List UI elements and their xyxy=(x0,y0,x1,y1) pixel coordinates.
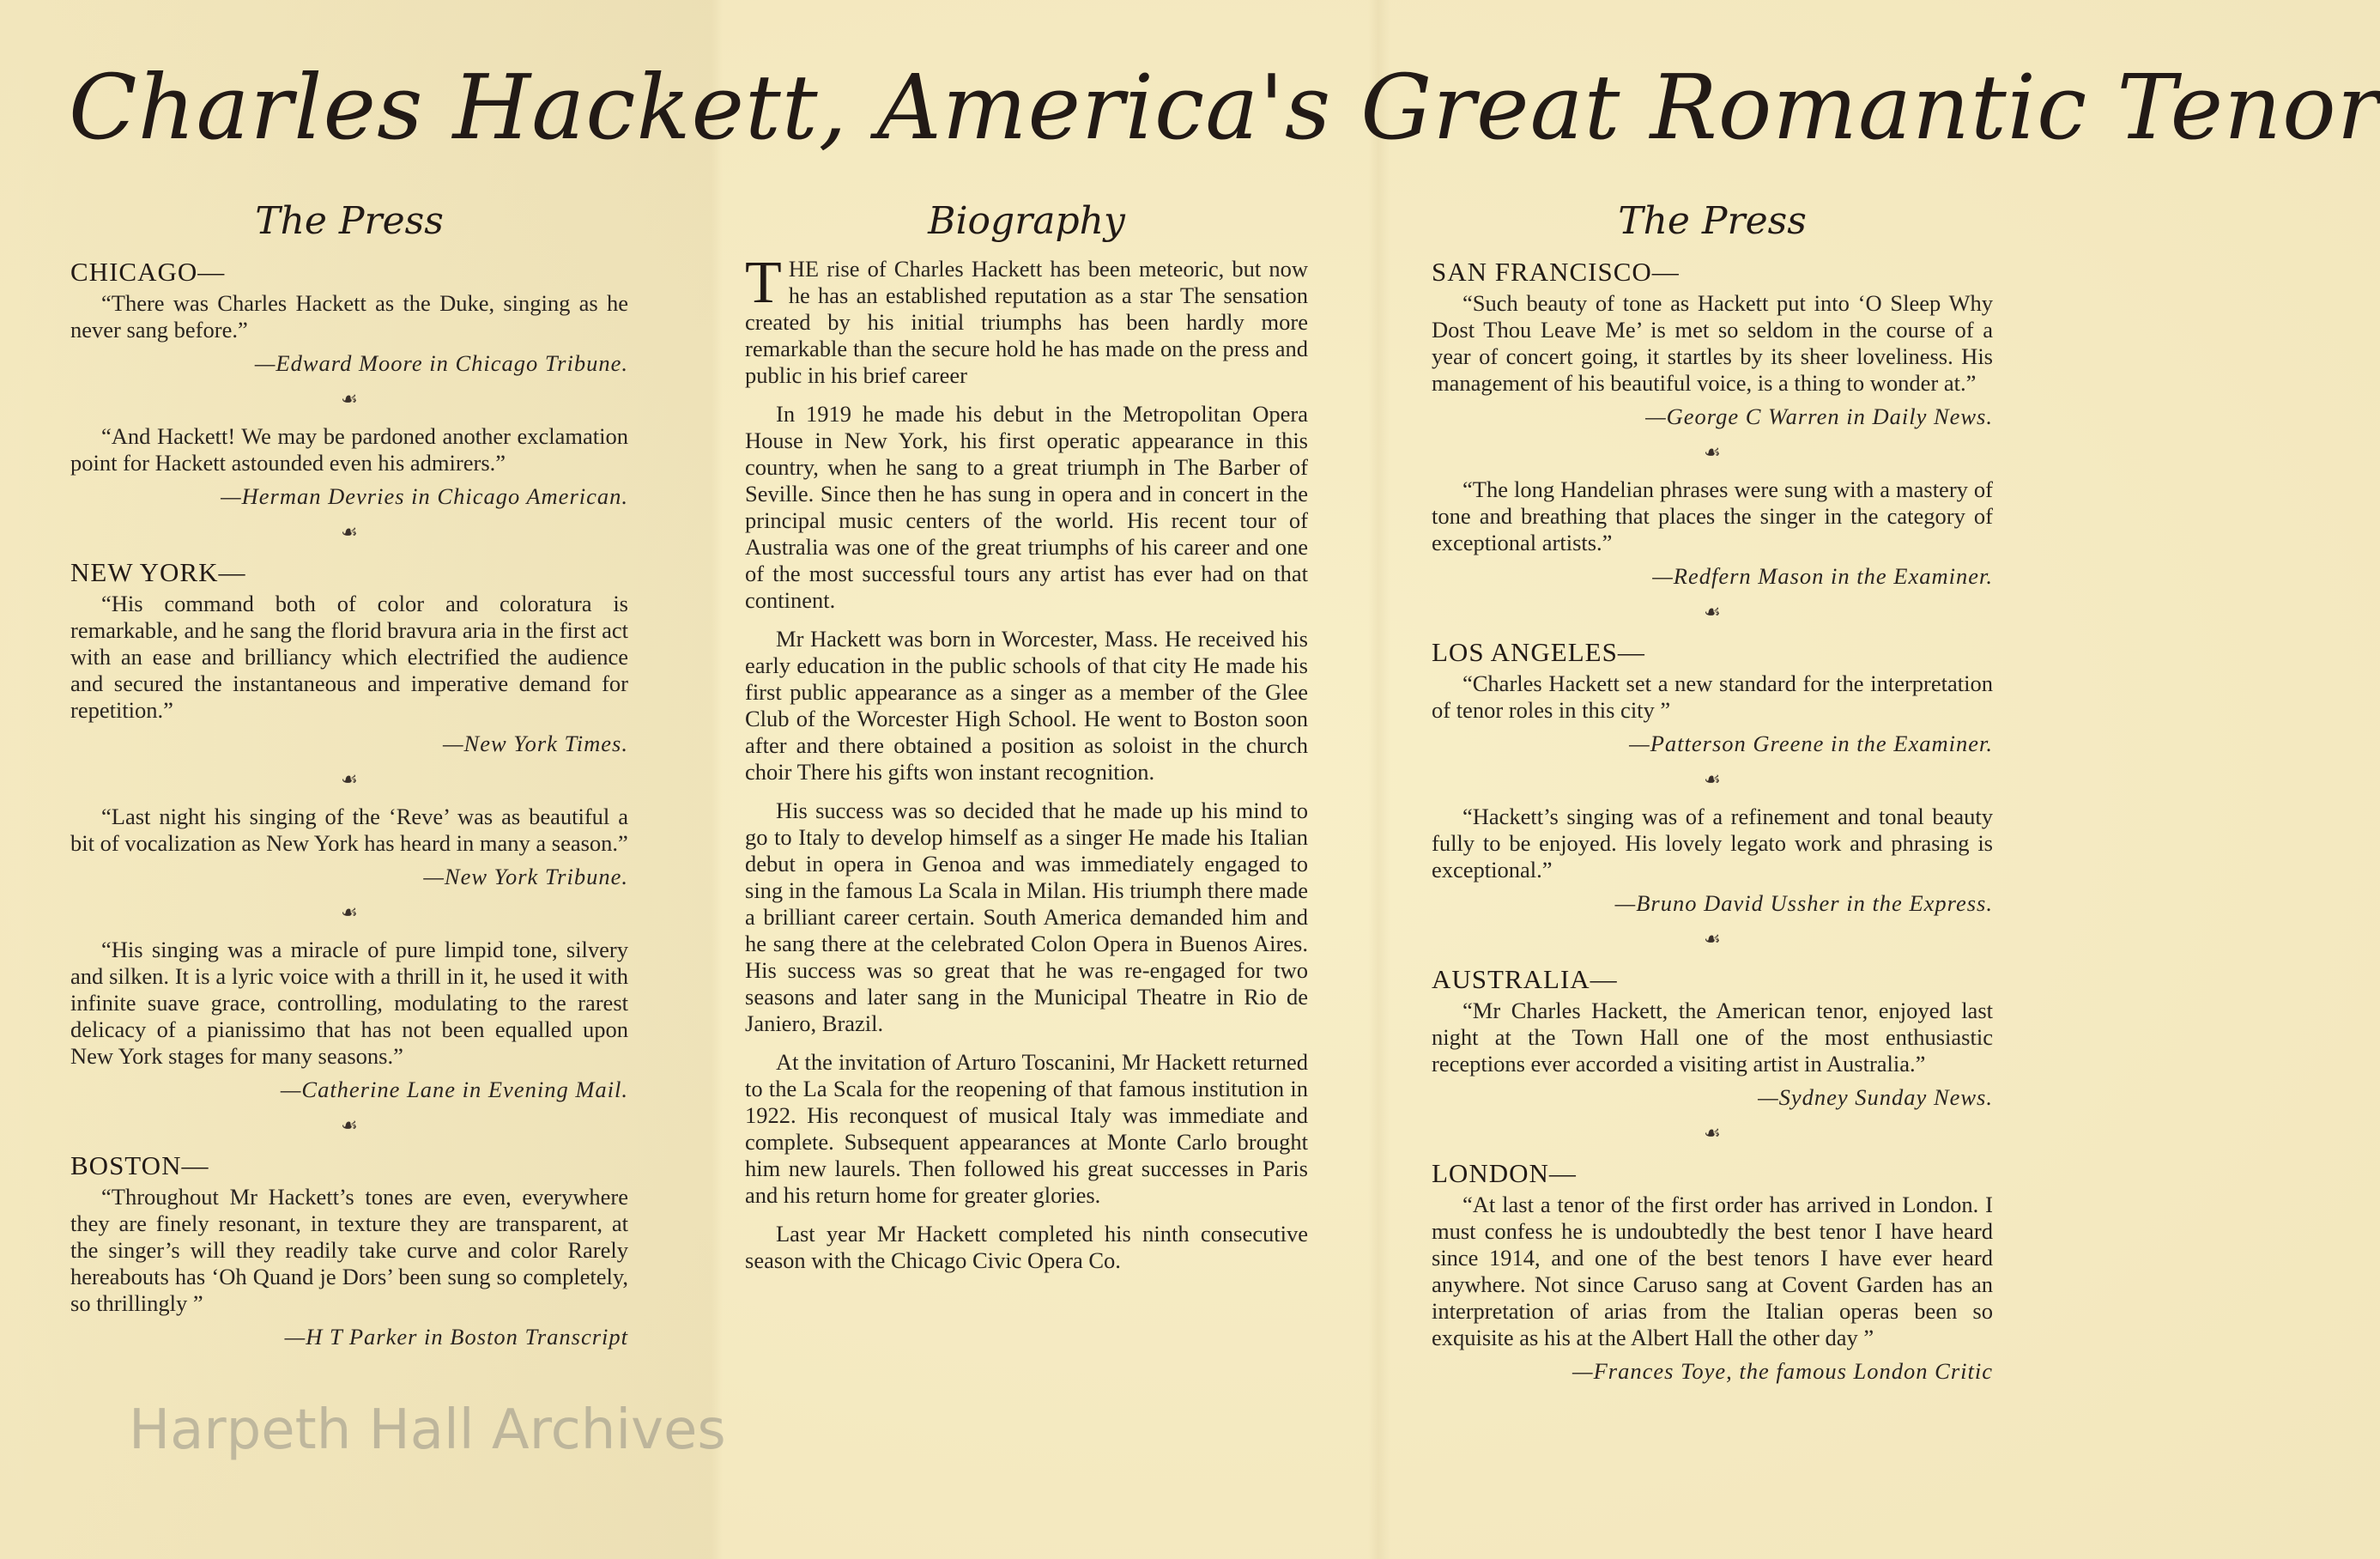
press-quote: “Throughout Mr Hackett’s tones are even, everywhere they are finely resonant, in texture they are transparent, at the singer’s will they readily take curve and color Rarely hereabouts has ‘Oh Quand je Dors’ been sung so completely, so thrillingly ” xyxy=(70,1184,628,1316)
quote-attribution: —Edward Moore in Chicago Tribune. xyxy=(254,350,628,376)
biography-paragraph: Mr Hackett was born in Worcester, Mass. He received his early education in the public schools of that city He made his first public appearance as a singer as a member of the Glee Club of the Worcester High School. He went to Boston soon after and there obtained a position as soloist in the church choir There his gifts won instant recognition. xyxy=(745,626,1308,785)
fleuron-ornament-icon: ☙ xyxy=(341,1114,358,1136)
quote-attribution: —Bruno David Ussher in the Express. xyxy=(1614,890,1993,916)
biography-paragraph: In 1919 he made his debut in the Metropolitan Opera House in New York, his first operatic appearance in this country, when he sang to a great triumph in The Barber of Seville. Since then he has sung in opera and in concert in the principal music centers of the world. His recent tour of Australia was one of the great triumphs of his career and one of the most successful tours any artist has ever had on that continent. xyxy=(745,401,1308,613)
quote-attribution: —George C Warren in Daily News. xyxy=(1645,403,1993,429)
city-heading-boston: BOSTON— xyxy=(70,1150,209,1180)
fleuron-ornament-icon: ☙ xyxy=(341,521,358,543)
fleuron-ornament-icon: ☙ xyxy=(1704,601,1721,622)
quote-attribution: —New York Tribune. xyxy=(423,864,628,889)
press-quote: “His singing was a miracle of pure limpid tone, silvery and silken. It is a lyric voice with a thrill in it, he used it with infinite suave grace, controlling, modulating to the rarest delicacy of a pianissimo that has not been equalled upon New York stages for many seasons.” xyxy=(70,937,628,1069)
left-press-column xyxy=(70,196,628,1350)
fleuron-ornament-icon: ☙ xyxy=(341,388,358,409)
quote-attribution: —Herman Devries in Chicago American. xyxy=(221,483,628,509)
right-press-column xyxy=(1432,196,1993,1385)
press-quote: “And Hackett! We may be pardoned another exclamation point for Hackett astounded even his admirers.” xyxy=(70,423,628,476)
biography-paragraph: At the invitation of Arturo Toscanini, Mr Hackett returned to the La Scala for the reopening of that famous institution in 1922. His reconquest of musical Italy was immediate and complete. Subsequent appearances at Monte Carlo brought him new laurels. Then followed his great successes in Paris and his return home for greater glories. xyxy=(745,1049,1308,1208)
quote-attribution: —New York Times. xyxy=(442,731,628,756)
city-heading-australia: AUSTRALIA— xyxy=(1432,964,1618,994)
right-column-heading: The Press xyxy=(1618,199,1807,243)
biography-paragraph: His success was so decided that he made up his mind to go to Italy to develop himself as a singer He made his Italian debut in opera in Genoa and was immediately engaged to sing in the famous La Scala in Milan. His triumph there made a brilliant career certain. South America demanded him and he sang there at the celebrated Colon Opera in Buenos Aires. His success was so great that he was re-engaged for two seasons and later sang in the Municipal Theatre in Rio de Janiero, Brazil. xyxy=(745,798,1308,1036)
press-quote: “Charles Hackett set a new standard for the interpretation of tenor roles in this city ” xyxy=(1432,670,1993,723)
city-heading-new-york: NEW YORK— xyxy=(70,557,246,587)
quote-attribution: —Sydney Sunday News. xyxy=(1758,1084,1993,1110)
quote-attribution: —Redfern Mason in the Examiner. xyxy=(1652,563,1993,589)
biography-paragraph-text: HE rise of Charles Hackett has been meteoric, but now he has an established reputation as a star The sensation created by his initial triumphs has been hardly more remarkable than the secure hold he has made on the press and public in his brief career xyxy=(745,256,1308,388)
city-heading-los-angeles: LOS ANGELES— xyxy=(1432,637,1645,667)
drop-cap: T xyxy=(745,250,782,316)
press-quote: “His command both of color and coloratura is remarkable, and he sang the florid bravura aria in the first act with an ease and brilliancy which electrified the audience and secured the instantaneous and imperative demand for repetition.” xyxy=(70,591,628,723)
press-quote: “At last a tenor of the first order has arrived in London. I must confess he is undoubtedly the best tenor I have heard since 1914, and one of the best tenors I have ever heard anywhere. Not since Caruso sang at Covent Garden has an interpretation of arias from the Italian operas been so exquisite as his at the Albert Hall the other day ” xyxy=(1432,1192,1993,1350)
city-heading-chicago: CHICAGO— xyxy=(70,257,226,287)
biography-column xyxy=(745,196,1308,1286)
fleuron-ornament-icon: ☙ xyxy=(1704,441,1721,463)
fleuron-ornament-icon: ☙ xyxy=(341,901,358,923)
biography-heading: Biography xyxy=(928,199,1125,243)
press-quote: “Hackett’s singing was of a refinement and tonal beauty fully to be enjoyed. His lovely legato work and phrasing is exceptional.” xyxy=(1432,804,1993,883)
fleuron-ornament-icon: ☙ xyxy=(341,768,358,790)
quote-attribution: —Frances Toye, the famous London Critic xyxy=(1572,1358,1993,1384)
press-quote: “Last night his singing of the ‘Reve’ was as beautiful a bit of vocalization as New York has heard in many a season.” xyxy=(70,804,628,856)
biography-paragraph: Last year Mr Hackett completed his ninth consecutive season with the Chicago Civic Opera Co. xyxy=(745,1221,1308,1273)
archive-watermark: Harpeth Hall Archives xyxy=(129,1398,726,1462)
fleuron-ornament-icon: ☙ xyxy=(1704,768,1721,790)
quote-attribution: —H T Parker in Boston Transcript xyxy=(284,1324,628,1350)
fleuron-ornament-icon: ☙ xyxy=(1704,928,1721,949)
press-quote: “The long Handelian phrases were sung with a mastery of tone and breathing that places the singer in the category of exceptional artists.” xyxy=(1432,476,1993,555)
quote-attribution: —Catherine Lane in Evening Mail. xyxy=(280,1077,628,1102)
press-quote: “There was Charles Hackett as the Duke, singing as he never sang before.” xyxy=(70,290,628,343)
page-title: Charles Hackett, America's Great Romantic Tenor xyxy=(69,55,2380,160)
press-quote: “Such beauty of tone as Hackett put into ‘O Sleep Why Dost Thou Leave Me’ is met so seldom in the course of a year of concert going, it startles by its sheer loveliness. His management of his beautiful voice, is a thing to wonder at.” xyxy=(1432,290,1993,396)
press-quote: “Mr Charles Hackett, the American tenor, enjoyed last night at the Town Hall one of the most enthusiastic receptions ever accorded a visiting artist in Australia.” xyxy=(1432,998,1993,1077)
left-column-heading: The Press xyxy=(255,199,444,243)
fleuron-ornament-icon: ☙ xyxy=(1704,1122,1721,1143)
biography-paragraph xyxy=(745,250,1308,389)
quote-attribution: —Patterson Greene in the Examiner. xyxy=(1629,731,1993,756)
city-heading-san-francisco: SAN FRANCISCO— xyxy=(1432,257,1680,287)
city-heading-london: LONDON— xyxy=(1432,1158,1577,1188)
